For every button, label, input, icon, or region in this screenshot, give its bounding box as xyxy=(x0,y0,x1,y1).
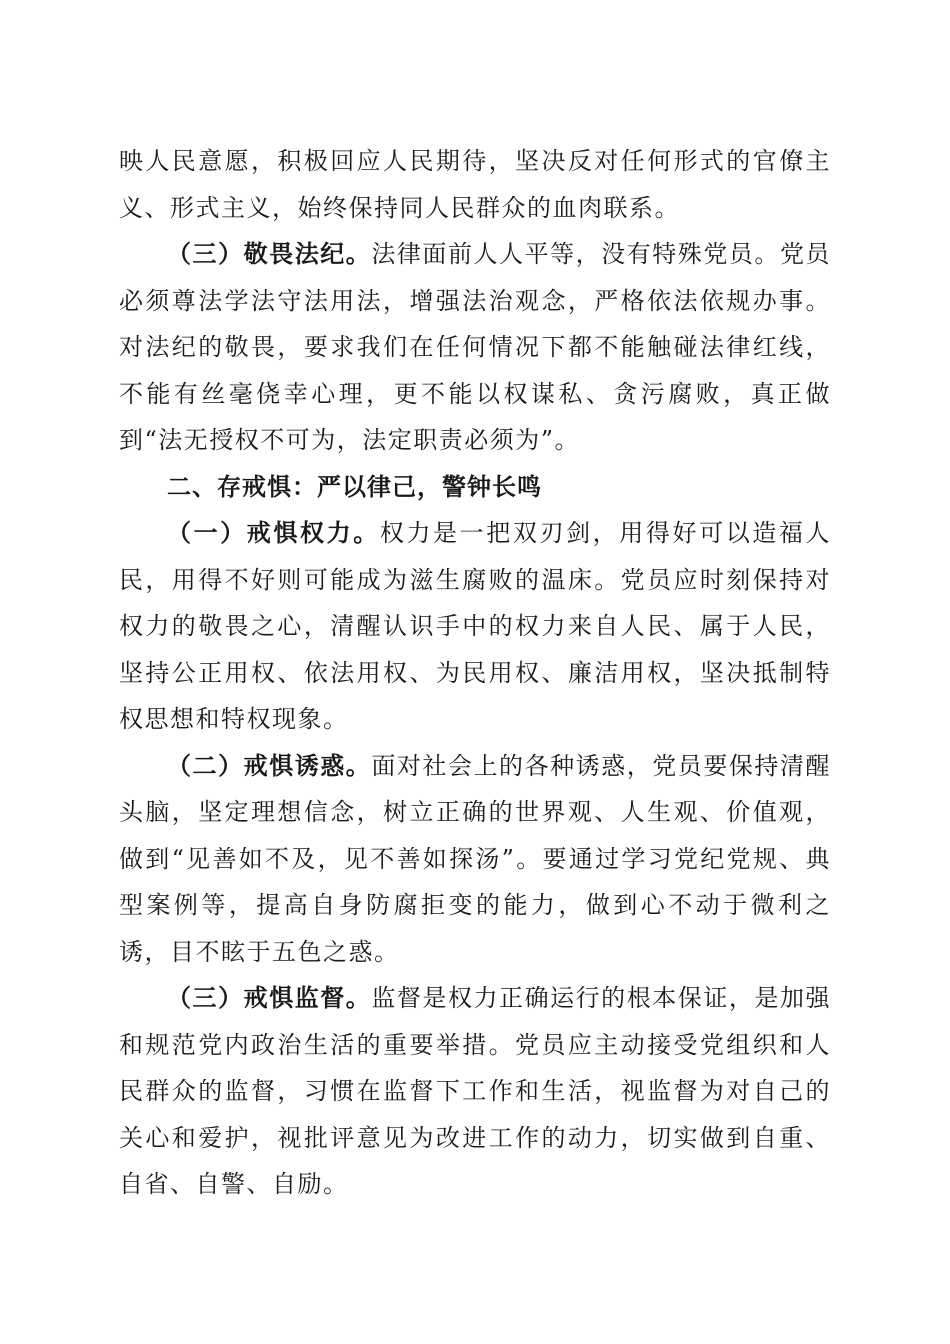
paragraph-lead: （一）戒惧权力。 xyxy=(167,519,380,547)
paragraph-lead: （三）敬畏法纪。 xyxy=(167,240,372,268)
paragraph-text: 监督是权力正确运行的根本保证，是加强和规范党内政治生活的重要举措。党员应主动接受党组织和人民群众的监督，习惯在监督下工作和生活，视监督为对自己的关心和爱护，视批评意见为改进工作的动力，切实做到自重、自省、自警、自励。 xyxy=(119,984,832,1198)
paragraph-fear-temptation xyxy=(119,743,831,976)
paragraph-lead: （二）戒惧诱惑。 xyxy=(167,751,372,780)
paragraph-lead: （三）戒惧监督。 xyxy=(167,984,372,1012)
paragraph-fear-supervision xyxy=(119,975,831,1208)
section-heading: 二、存戒惧：严以律己，警钟长鸣 xyxy=(167,472,542,501)
paragraph-fear-power xyxy=(119,510,831,743)
paragraph-text: 权力是一把双刃剑，用得好可以造福人民，用得不好则可能成为滋生腐败的温床。党员应时刻保持对权力的敬畏之心，清醒认识手中的权力来自人民、属于人民，坚持公正用权、依法用权、为民用权、廉洁用权，坚决抵制特权思想和特权现象。 xyxy=(119,519,832,733)
paragraph-text: 面对社会上的各种诱惑，党员要保持清醒头脑，坚定理想信念，树立正确的世界观、人生观、价值观，做到“见善如不及，见不善如探汤”。要通过学习党纪党规、典型案例等，提高自身防腐拒变的能力，做到心不动于微利之诱，目不眩于五色之惑。 xyxy=(119,751,832,966)
paragraph-respect-law xyxy=(119,231,831,464)
paragraph-text: 法律面前人人平等，没有特殊党员。党员必须尊法学法守法用法，增强法治观念，严格依法依规办事。对法纪的敬畏，要求我们在任何情况下都不能触碰法律红线，不能有丝毫侥幸心理，更不能以权谋私、贪污腐败，真正做到“法无授权不可为，法定职责必须为”。 xyxy=(119,240,832,454)
document-body xyxy=(119,138,831,1208)
continuation-paragraph: 映人民意愿，积极回应人民期待，坚决反对任何形式的官僚主义、形式主义，始终保持同人民群众的血肉联系。 xyxy=(119,147,831,222)
